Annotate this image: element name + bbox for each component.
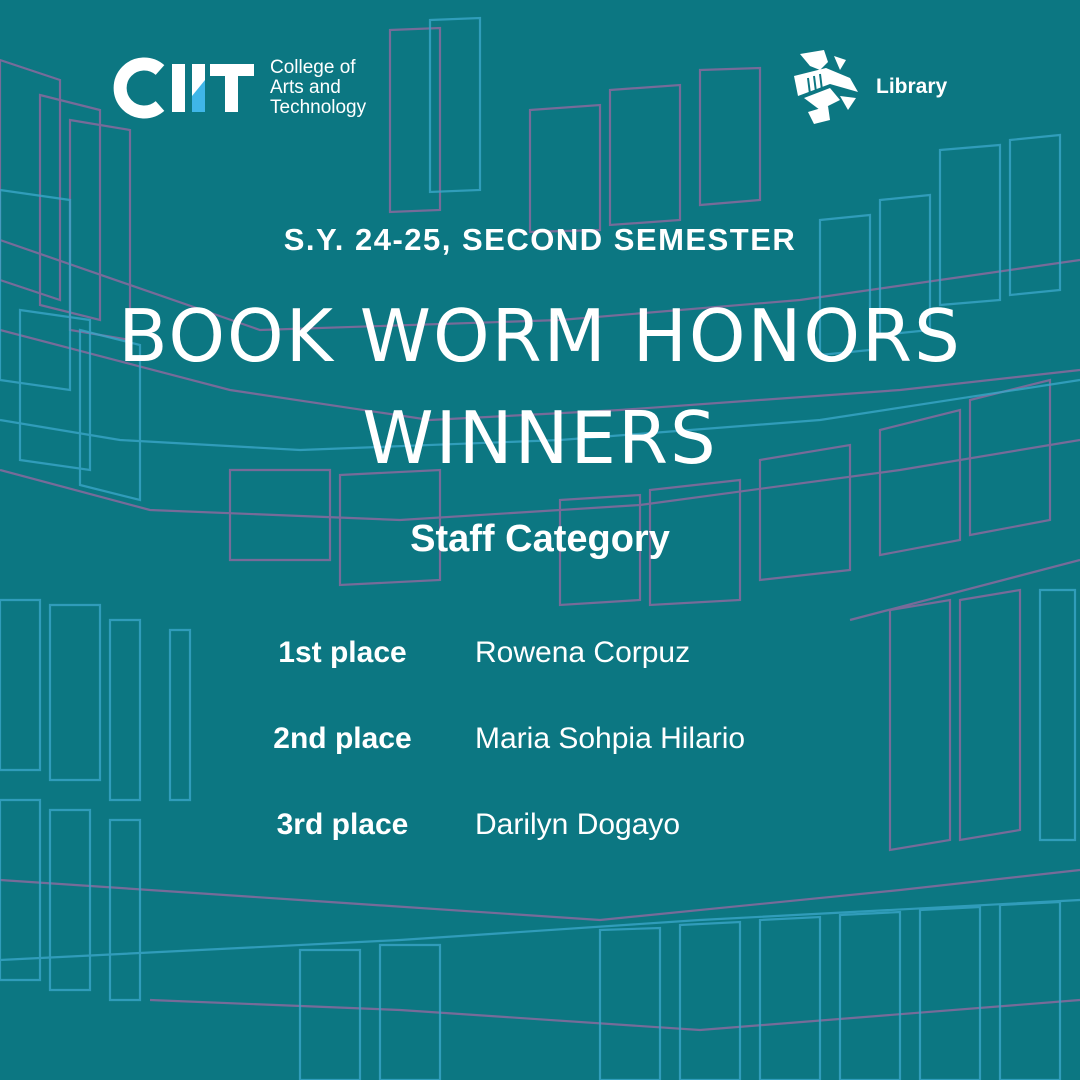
winner-name: Rowena Corpuz (475, 636, 691, 669)
winner-name: Maria Sohpia Hilario (475, 722, 746, 755)
college-line-2: Arts and (270, 77, 341, 98)
category-heading: Staff Category (410, 518, 670, 560)
ciit-logo-icon (108, 56, 258, 120)
winner-row-3 (0, 800, 1080, 850)
place-label: 3rd place (276, 808, 409, 841)
winner-row-2 (0, 714, 1080, 764)
winner-name: Darilyn Dogayo (475, 808, 681, 841)
college-line-1: College of (270, 57, 356, 78)
library-icon (790, 48, 862, 126)
place-label: 2nd place (273, 722, 412, 755)
title-line-1: BOOK WORM HONORS (118, 294, 962, 378)
library-logo (790, 48, 947, 126)
title-line-2: WINNERS (362, 396, 718, 480)
semester-heading: S.Y. 24-25, SECOND SEMESTER (283, 222, 797, 257)
ciit-logo (108, 56, 366, 120)
winner-row-1 (0, 628, 1080, 678)
library-label: Library (876, 75, 948, 98)
college-line-3: Technology (270, 97, 367, 118)
college-name (270, 58, 366, 118)
place-label: 1st place (278, 636, 407, 669)
